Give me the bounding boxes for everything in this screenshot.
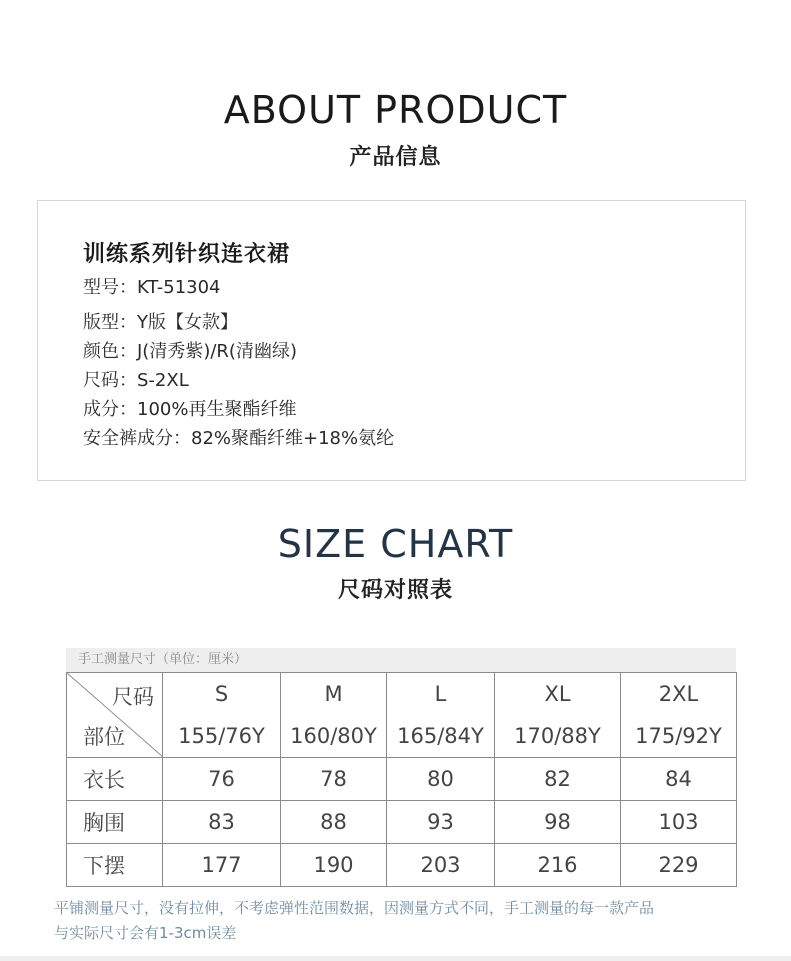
table-row-hem: [67, 844, 737, 887]
table-cell: 229: [621, 844, 737, 887]
table-cell: 177: [163, 844, 281, 887]
spec-header-cell: 160/80Y: [281, 715, 387, 758]
size-table-section: [66, 648, 736, 887]
table-cell: 203: [387, 844, 495, 887]
table-cell: 80: [387, 758, 495, 801]
size-chart-title-en: SIZE CHART: [277, 522, 514, 566]
about-title-en: ABOUT PRODUCT: [223, 88, 568, 132]
table-cell: 98: [495, 801, 621, 844]
row-label: 衣长: [67, 758, 163, 801]
spec-header-cell: 165/84Y: [387, 715, 495, 758]
spec-header-cell: 155/76Y: [163, 715, 281, 758]
table-cell: 76: [163, 758, 281, 801]
table-cell: 82: [495, 758, 621, 801]
about-title-cn: 产品信息: [349, 145, 442, 170]
corner-header-cell: [67, 673, 163, 758]
corner-part-label: 部位: [83, 725, 125, 749]
table-cell: 83: [163, 801, 281, 844]
table-caption: 手工测量尺寸（单位：厘米）: [66, 648, 736, 672]
table-cell: 93: [387, 801, 495, 844]
table-cell: 216: [495, 844, 621, 887]
footnote-line-2: 与实际尺寸会有1-3cm误差: [54, 924, 237, 942]
spec-header-cell: 175/92Y: [621, 715, 737, 758]
footnote-line-1: 平铺测量尺寸，没有拉伸，不考虑弹性范围数据，因测量方式不同，手工测量的每一款产品: [54, 899, 655, 917]
product-model: 型号：KT-51304: [83, 277, 221, 298]
product-color: 颜色：J(清秀紫)/R(清幽绿): [83, 341, 297, 362]
size-table: [66, 672, 737, 887]
table-cell: 78: [281, 758, 387, 801]
table-cell: 88: [281, 801, 387, 844]
spec-header-cell: 170/88Y: [495, 715, 621, 758]
row-label: 下摆: [67, 844, 163, 887]
table-row-length: [67, 758, 737, 801]
bottom-divider: [0, 956, 791, 961]
size-header-cell: S: [163, 673, 281, 716]
product-fit: 版型：Y版【女款】: [83, 312, 238, 333]
table-cell: 103: [621, 801, 737, 844]
product-size-range: 尺码：S-2XL: [83, 370, 189, 391]
size-header-cell: 2XL: [621, 673, 737, 716]
spec-header-row: [67, 715, 737, 758]
product-lining-material: 安全裤成分：82%聚酯纤维+18%氨纶: [83, 428, 395, 449]
size-header-cell: XL: [495, 673, 621, 716]
table-cell: 190: [281, 844, 387, 887]
measurement-footnote: [54, 896, 764, 946]
product-info-box: [37, 200, 746, 481]
row-label: 胸围: [67, 801, 163, 844]
size-header-cell: M: [281, 673, 387, 716]
corner-size-label: 尺码: [112, 685, 154, 709]
table-row-bust: [67, 801, 737, 844]
size-header-row: [67, 673, 737, 716]
product-name: 训练系列针织连衣裙: [83, 242, 291, 267]
size-header-cell: L: [387, 673, 495, 716]
product-material: 成分：100%再生聚酯纤维: [83, 399, 297, 420]
table-cell: 84: [621, 758, 737, 801]
size-chart-title-cn: 尺码对照表: [337, 578, 453, 603]
